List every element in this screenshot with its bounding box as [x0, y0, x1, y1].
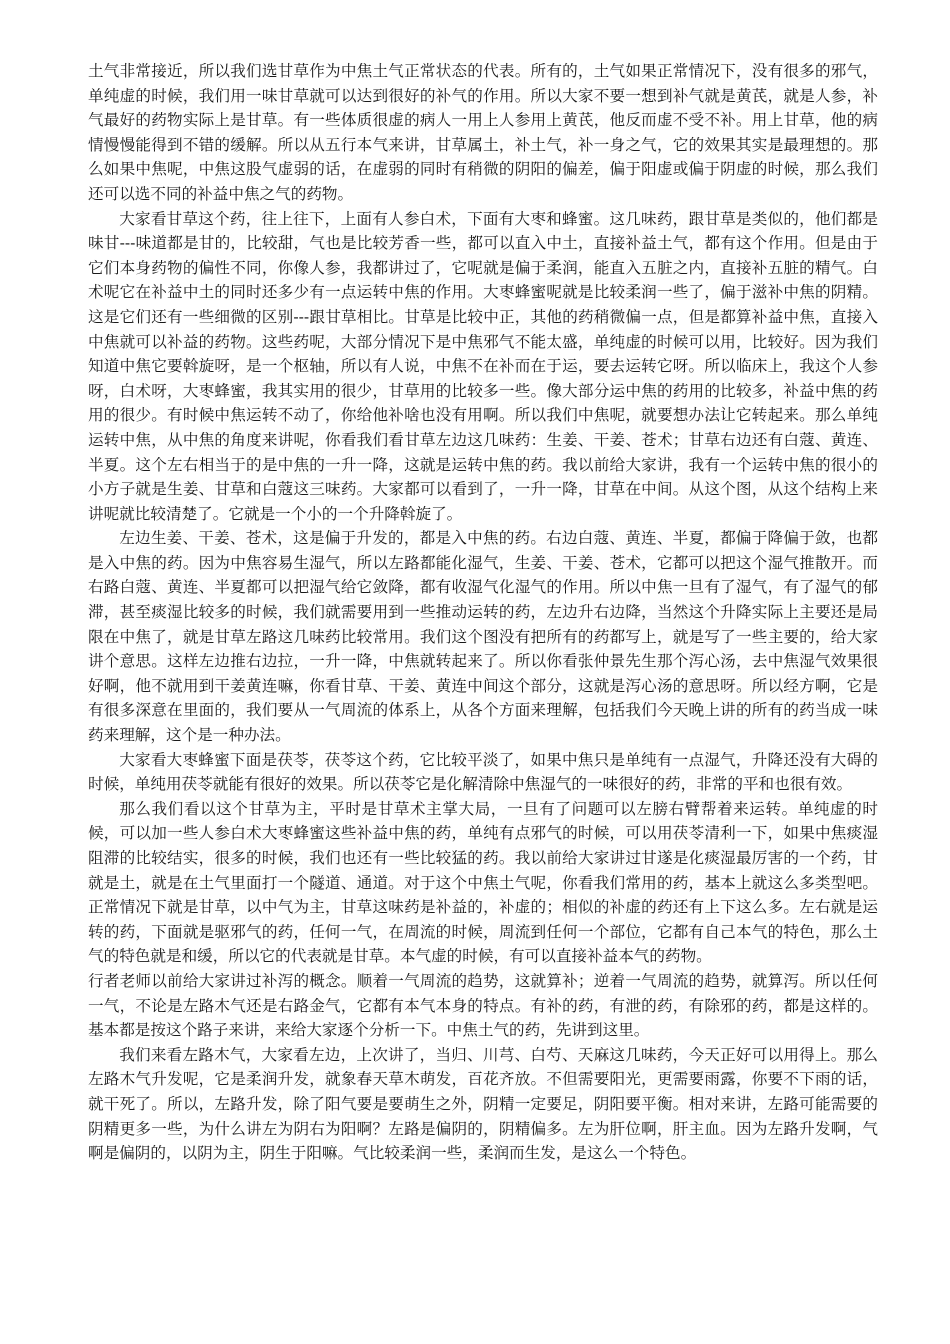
paragraph-7: 我们来看左路木气，大家看左边，上次讲了，当归、川芎、白芍、天麻这几味药，今天正好可以用得上。那么左路木气升发呢，它是柔润升发，就象春天草木萌发，百花齐放。不但需要阳光，更需要雨露，你要不下雨的话，就干死了。所以，左路升发，除了阳气要是要萌生之外，阴精一定要足，阴阳要平衡。相对来讲，左路可能需要的阴精更多一些，为什么讲左为阴右为阳啊？左路是偏阴的，阴精偏多。左为肝位啊，肝主血。因为左路升发啊，气啊是偏阴的，以阴为主，阴生于阳嘛。气比较柔润一些，柔润而生发，是这么一个特色。 [88, 1045, 878, 1163]
paragraph-1: 土气非常接近，所以我们选甘草作为中焦土气正常状态的代表。所有的，土气如果正常情况下，没有很多的邪气，单纯虚的时候，我们用一味甘草就可以达到很好的补气的作用。所以大家不要一想到补气就是黄芪，就是人参，补气最好的药物实际上是甘草。有一些体质很虚的病人一用上人参用上黄芪，他反而虚不受不补。用上甘草，他的病情慢慢能得到不错的缓解。所以从五行本气来讲，甘草属土，补土气，补一身之气，它的效果其实是最理想的。那么如果中焦呢，中焦这股气虚弱的话，在虚弱的同时有稍微的阴阳的偏差，偏于阳虚或偏于阴虚的时候，那么我们还可以选不同的补益中焦之气的药物。 [88, 62, 878, 203]
document-page [88, 59, 878, 1166]
paragraph-3: 左边生姜、干姜、苍术，这是偏于升发的，都是入中焦的药。右边白蔻、黄连、半夏，都偏于降偏于敛，也都是入中焦的药。因为中焦容易生湿气，所以左路都能化湿气，生姜、干姜、苍术，它都可以把这个湿气推散开。而右路白蔻、黄连、半夏都可以把湿气给它敛降，都有收湿气化湿气的作用。所以中焦一旦有了湿气，有了湿气的郁滞，甚至痰湿比较多的时候，我们就需要用到一些推动运转的药，左边升右边降，当然这个升降实际上主要还是局限在中焦了，就是甘草左路这几味药比较常用。我们这个图没有把所有的药都写上，就是写了一些主要的，给大家讲个意思。这样左边推右边拉，一升一降，中焦就转起来了。所以你看张仲景先生那个泻心汤，去中焦湿气效果很好啊，他不就用到干姜黄连嘛，你看甘草、干姜、黄连中间这个部分，这就是泻心汤的意思呀。所以经方啊，它是有很多深意在里面的，我们要从一气周流的体系上，从各个方面来理解，包括我们今天晚上讲的所有的药当成一味药来理解，这个是一种办法。 [88, 529, 878, 745]
paragraph-4: 大家看大枣蜂蜜下面是茯苓，茯苓这个药，它比较平淡了，如果中焦只是单纯有一点湿气，升降还没有大碍的时候，单纯用茯苓就能有很好的效果。所以茯苓它是化解清除中焦湿气的一味很好的药，非常的平和也很有效。 [88, 750, 878, 794]
paragraph-2: 大家看甘草这个药，往上往下，上面有人参白术，下面有大枣和蜂蜜。这几味药，跟甘草是类似的，他们都是味甘---味道都是甘的，比较甜，气也是比较芳香一些，都可以直入中土，直接补益土气，都有这个作用。但是由于它们本身药物的偏性不同，你像人参，我都讲过了，它呢就是偏于柔润，能直入五脏之内，直接补五脏的精气。白术呢它在补益中土的同时还多少有一点运转中焦的作用。大枣蜂蜜呢就是比较柔润一些了，偏于滋补中焦的阴精。这是它们还有一些细微的区别---跟甘草相比。甘草是比较中正，其他的药稍微偏一点，但是都算补益中焦，直接入中焦就可以补益的药物。这些药呢，大部分情况下是中焦邪气不能太盛，单纯虚的时候可以用，比较好。因为我们知道中焦它要斡旋呀，是一个枢轴，所以有人说，中焦不在补而在于运，要去运转它呀。所以临床上，我这个人参呀，白术呀，大枣蜂蜜，我其实用的很少，甘草用的比较多一些。像大部分运中焦的药用的比较多，补益中焦的药用的很少。有时候中焦运转不动了，你给他补啥也没有用啊。所以我们中焦呢，就要想办法让它转起来。那么单纯运转中焦，从中焦的角度来讲呢，你看我们看甘草左边这几味药：生姜、干姜、苍术；甘草右边还有白蔻、黄连、半夏。这个左右相当于的是中焦的一升一降，这就是运转中焦的药。我以前给大家讲，我有一个运转中焦的很小的小方子就是生姜、甘草和白蔻这三味药。大家都可以看到了，一升一降，甘草在中间。从这个图，从这个结构上来讲呢就比较清楚了。它就是一个小的一个升降斡旋了。 [88, 209, 878, 523]
paragraph-5: 那么我们看以这个甘草为主，平时是甘草术主掌大局，一旦有了问题可以左膀右臂帮着来运转。单纯虚的时候，可以加一些人参白术大枣蜂蜜这些补益中焦的药，单纯有点邪气的时候，可以用茯苓清利一下，如果中焦痰湿阻滞的比较结实，很多的时候，我们也还有一些比较猛的药。我以前给大家讲过甘遂是化痰湿最厉害的一个药，甘就是土，就是在土气里面打一个隧道、通道。对于这个中焦土气呢，你看我们常用的药，基本上就这么多类型吧。正常情况下就是甘草，以中气为主，甘草这味药是补益的，补虚的；相似的补虚的药还有上下这么多。左右就是运转的药，下面就是驱邪气的药，任何一气，在周流的时候，周流到任何一个部位，它都有自己本气的特色，那么土气的特色就是和缓，所以它的代表就是甘草。本气虚的时候，有可以直接补益本气的药物。 [88, 799, 878, 966]
paragraph-6: 行者老师以前给大家讲过补泻的概念。顺着一气周流的趋势，这就算补；逆着一气周流的趋势，就算泻。所以任何一气，不论是左路木气还是右路金气，它都有本气本身的特点。有补的药，有泄的药，有除邪的药，都是这样的。基本都是按这个路子来讲，来给大家逐个分析一下。中焦土气的药，先讲到这里。 [88, 971, 878, 1040]
